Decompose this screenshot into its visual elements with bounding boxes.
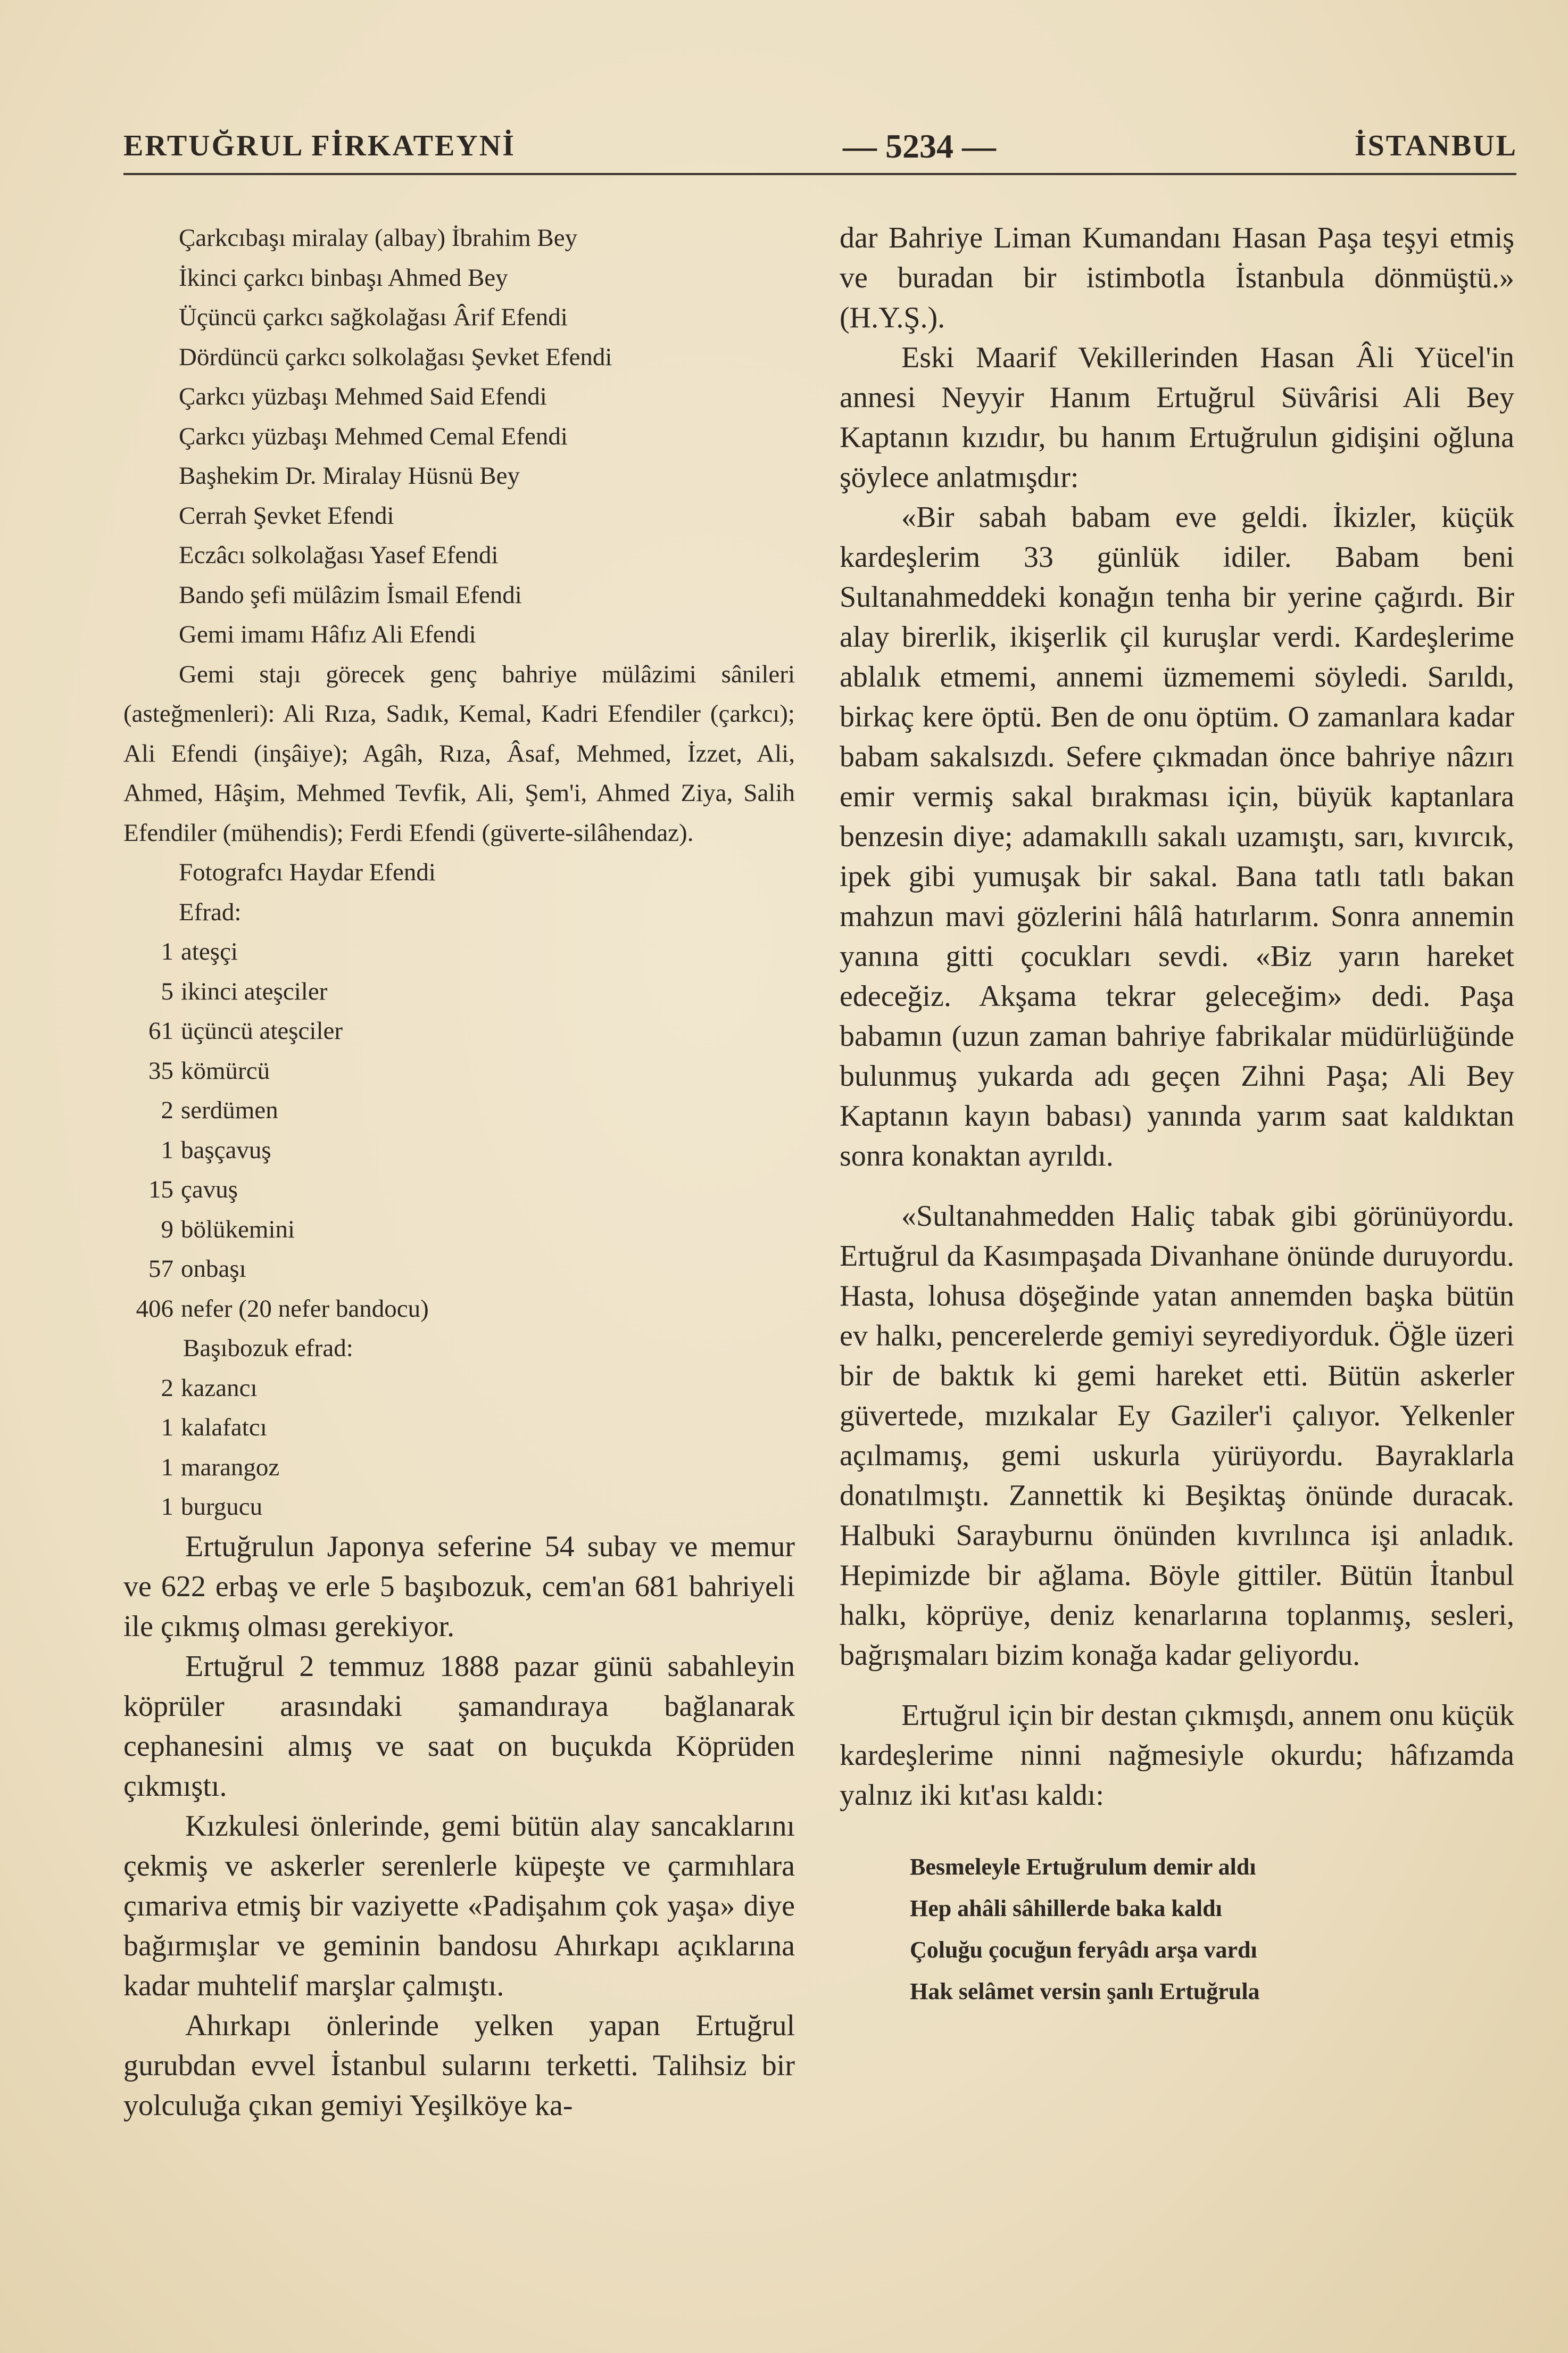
paragraph: Kızkulesi önlerinde, gemi bütün alay sancaklarını çekmiş ve askerler serenlerle küpeşte ve çarmıhlara çımariva etmiş bir vaziyette «Padişahım çok yaşa» diye bağırmışlar ve geminin bandosu Ahırkapı açıklarına kadar muhtelif marşlar çalmıştı.	[123, 1809, 795, 2002]
running-header	[123, 118, 1517, 166]
list-item: 1 başçavuş	[161, 1136, 271, 1164]
list-item: 35 kömürcü	[148, 1056, 270, 1085]
verse-line: Hak selâmet versin şanlı Ertuğrula	[910, 1978, 1260, 2004]
page-number: — 5234 —	[843, 127, 996, 165]
list-item: 9 bölükemini	[161, 1215, 295, 1243]
verse-line: Hep ahâli sâhillerde baka kaldı	[910, 1895, 1222, 1921]
list-item: Eczâcı solkolağası Yasef Efendi	[179, 541, 499, 569]
list-item: 1 burgucu	[161, 1493, 263, 1521]
list-item: Gemi imamı Hâfız Ali Efendi	[179, 621, 476, 648]
list-item: 57 onbaşı	[148, 1255, 246, 1283]
paragraph: Ertuğrulun Japonya seferine 54 subay ve memur ve 622 erbaş ve erle 5 başıbozuk, cem'an 681 bahriyeli ile çıkmış olması gerekiyor.	[123, 1530, 795, 1643]
header-rule	[123, 173, 1516, 175]
list-item: Çarkcıbaşı miralay (albay) İbrahim Bey	[179, 224, 578, 252]
left-body-text	[123, 1527, 795, 2126]
list-item: İkinci çarkcı binbaşı Ahmed Bey	[179, 263, 508, 292]
list-item: Çarkcı yüzbaşı Mehmed Said Efendi	[179, 383, 547, 410]
paragraph: Eski Maarif Vekillerinden Hasan Âli Yücel'in annesi Neyyir Hanım Ertuğrul Süvârisi Ali Bey Kaptanın kızıdır, bu hanım Ertuğrulun gidişini oğluna şöylece anlatmışdır:	[840, 341, 1514, 494]
list-item: Dördüncü çarkcı solkolağası Şevket Efendi	[179, 343, 612, 371]
right-body-text	[840, 218, 1514, 1815]
list-item: 2 serdümen	[161, 1096, 278, 1124]
paragraph: «Sultanahmedden Haliç tabak gibi görünüyordu. Ertuğrul da Kasımpaşada Divanhane önünde duruyordu. Hasta, lohusa döşeğinde yatan annemden başka bütün ev halkı, pencerelerde gemiyi seyrediyorduk. Öğle üzeri bir de baktık ki gemi hareket etti. Bütün askerler güvertede, mızıkalar Ey Gaziler'i çalıyor. Yelkenler açılmamış, gemi uskurla yürüyordu. Bayraklarla donatılmıştı. Zannettik ki Beşiktaş önünde duracak. Halbuki Sarayburnu önünden kıvrılınca işi anladık. Hepimizde bir ağlama. Böyle gittiler. Bütün İtanbul halkı, köprüye, deniz kenarlarına toplanmış, sesleri, bağrışmaları bizim konağa kadar geliyordu.	[840, 1200, 1514, 1672]
crew-list	[123, 218, 795, 1527]
list-item: 1 kalafatcı	[161, 1414, 267, 1441]
list-item: Üçüncü çarkcı sağkolağası Ârif Efendi	[179, 303, 568, 331]
verse-line: Besmeleyle Ertuğrulum demir aldı	[910, 1854, 1256, 1880]
header-section-title: İSTANBUL	[1354, 129, 1517, 162]
list-item: 1 ateşçi	[161, 938, 238, 965]
left-column	[123, 218, 795, 2126]
paragraph: «Bir sabah babam eve geldi. İkizler, küçük kardeşlerim 33 günlük idiler. Babam beni Sultanahmeddeki konağın tenha bir yerine çağırdı. Bir alay birerlik, ikişerlik çil kuruşlar verdi. Kardeşlerime ablalık etmemi, annemi üzmememi söyledi. Sarıldı, birkaç kere öptü. Ben de onu öptüm. O zamanlara kadar babam sakalsızdı. Sefere çıkmadan önce bahriye nâzırı emir vermiş sakal bırakması için, büyük kaptanlara benzesin diye; adamakıllı sakalı uzamıştı, sarı, kıvırcık, ipek gibi yumuşak bir sakal. Bana tatlı tatlı bakan mahzun mavi gözlerini hâlâ hatırlarım. Sonra annemin yanına gitti çocukları sevdi. «Biz yarın hareket edeceğiz. Akşama tekrar geleceğim» dedi. Paşa babamın (uzun zaman bahriye fabrikalar müdürlüğünde bulunmuş yukarda adı geçen Zihni Paşa; Ali Bey Kaptanın kayın babası) yanında yarım saat kaldıktan sonra konaktan ayrıldı.	[840, 501, 1514, 1173]
verse-line: Çoluğu çocuğun feryâdı arşa vardı	[910, 1937, 1257, 1963]
trainees-paragraph: Gemi stajı görecek genç bahriye mülâzimi sânileri (asteğmenleri): Ali Rıza, Sadık, Kemal, Kadri Efendiler (çarkcı); Ali Efendi (inşâiye); Agâh, Rıza, Âsaf, Mehmed, İzzet, Ali, Ahmed, Hâşim, Mehmed Tevfik, Ali, Şem'i, Ahmed Ziya, Salih Efendiler (mühendis); Ferdi Efendi (güverte-silâhendaz).	[123, 660, 795, 847]
list-item: 1 marangoz	[161, 1453, 280, 1481]
right-column	[840, 218, 1514, 2012]
list-item: 61 üçüncü ateşciler	[148, 1017, 343, 1045]
list-item: Başhekim Dr. Miralay Hüsnü Bey	[179, 462, 520, 490]
list-item: Çarkcı yüzbaşı Mehmed Cemal Efendi	[179, 422, 568, 450]
paragraph: Ertuğrul 2 temmuz 1888 pazar günü sabahleyin köprüler arasındaki şamandıraya bağlanarak cephanesini almış ve saat on buçukda Köprüden çıkmıştı.	[123, 1649, 795, 1803]
list-item: 5 ikinci ateşciler	[161, 977, 328, 1005]
paragraph: dar Bahriye Liman Kumandanı Hasan Paşa teşyi etmiş ve buradan bir istimbotla İstanbula dönmüştü.» (H.Y.Ş.).	[840, 221, 1514, 334]
list-item: 406 nefer (20 nefer bandocu)	[136, 1294, 429, 1323]
list-item: Cerrah Şevket Efendi	[179, 501, 394, 530]
paragraph: Ahırkapı önlerinde yelken yapan Ertuğrul gurubdan evvel İstanbul sularını terketti. Talihsiz bir yolculuğa çıkan gemiyi Yeşilköye ka-	[123, 2009, 795, 2122]
list-item: 15 çavuş	[148, 1176, 238, 1203]
poem-verse	[840, 1846, 1514, 2012]
paragraph: Ertuğrul için bir destan çıkmışdı, annem onu küçük kardeşlerime ninni nağmesiyle okurdu; hâfızamda yalnız iki kıt'ası kaldı:	[840, 1699, 1514, 1812]
list-item: Bando şefi mülâzim İsmail Efendi	[179, 581, 522, 609]
list-item: 2 kazancı	[161, 1374, 258, 1402]
efrad-title: Efrad:	[179, 898, 242, 926]
photographer-line: Fotografcı Haydar Efendi	[179, 858, 436, 886]
header-book-title: ERTUĞRUL FİRKATEYNİ	[123, 129, 516, 162]
basibozuk-title: Başıbozuk efrad:	[183, 1334, 353, 1362]
